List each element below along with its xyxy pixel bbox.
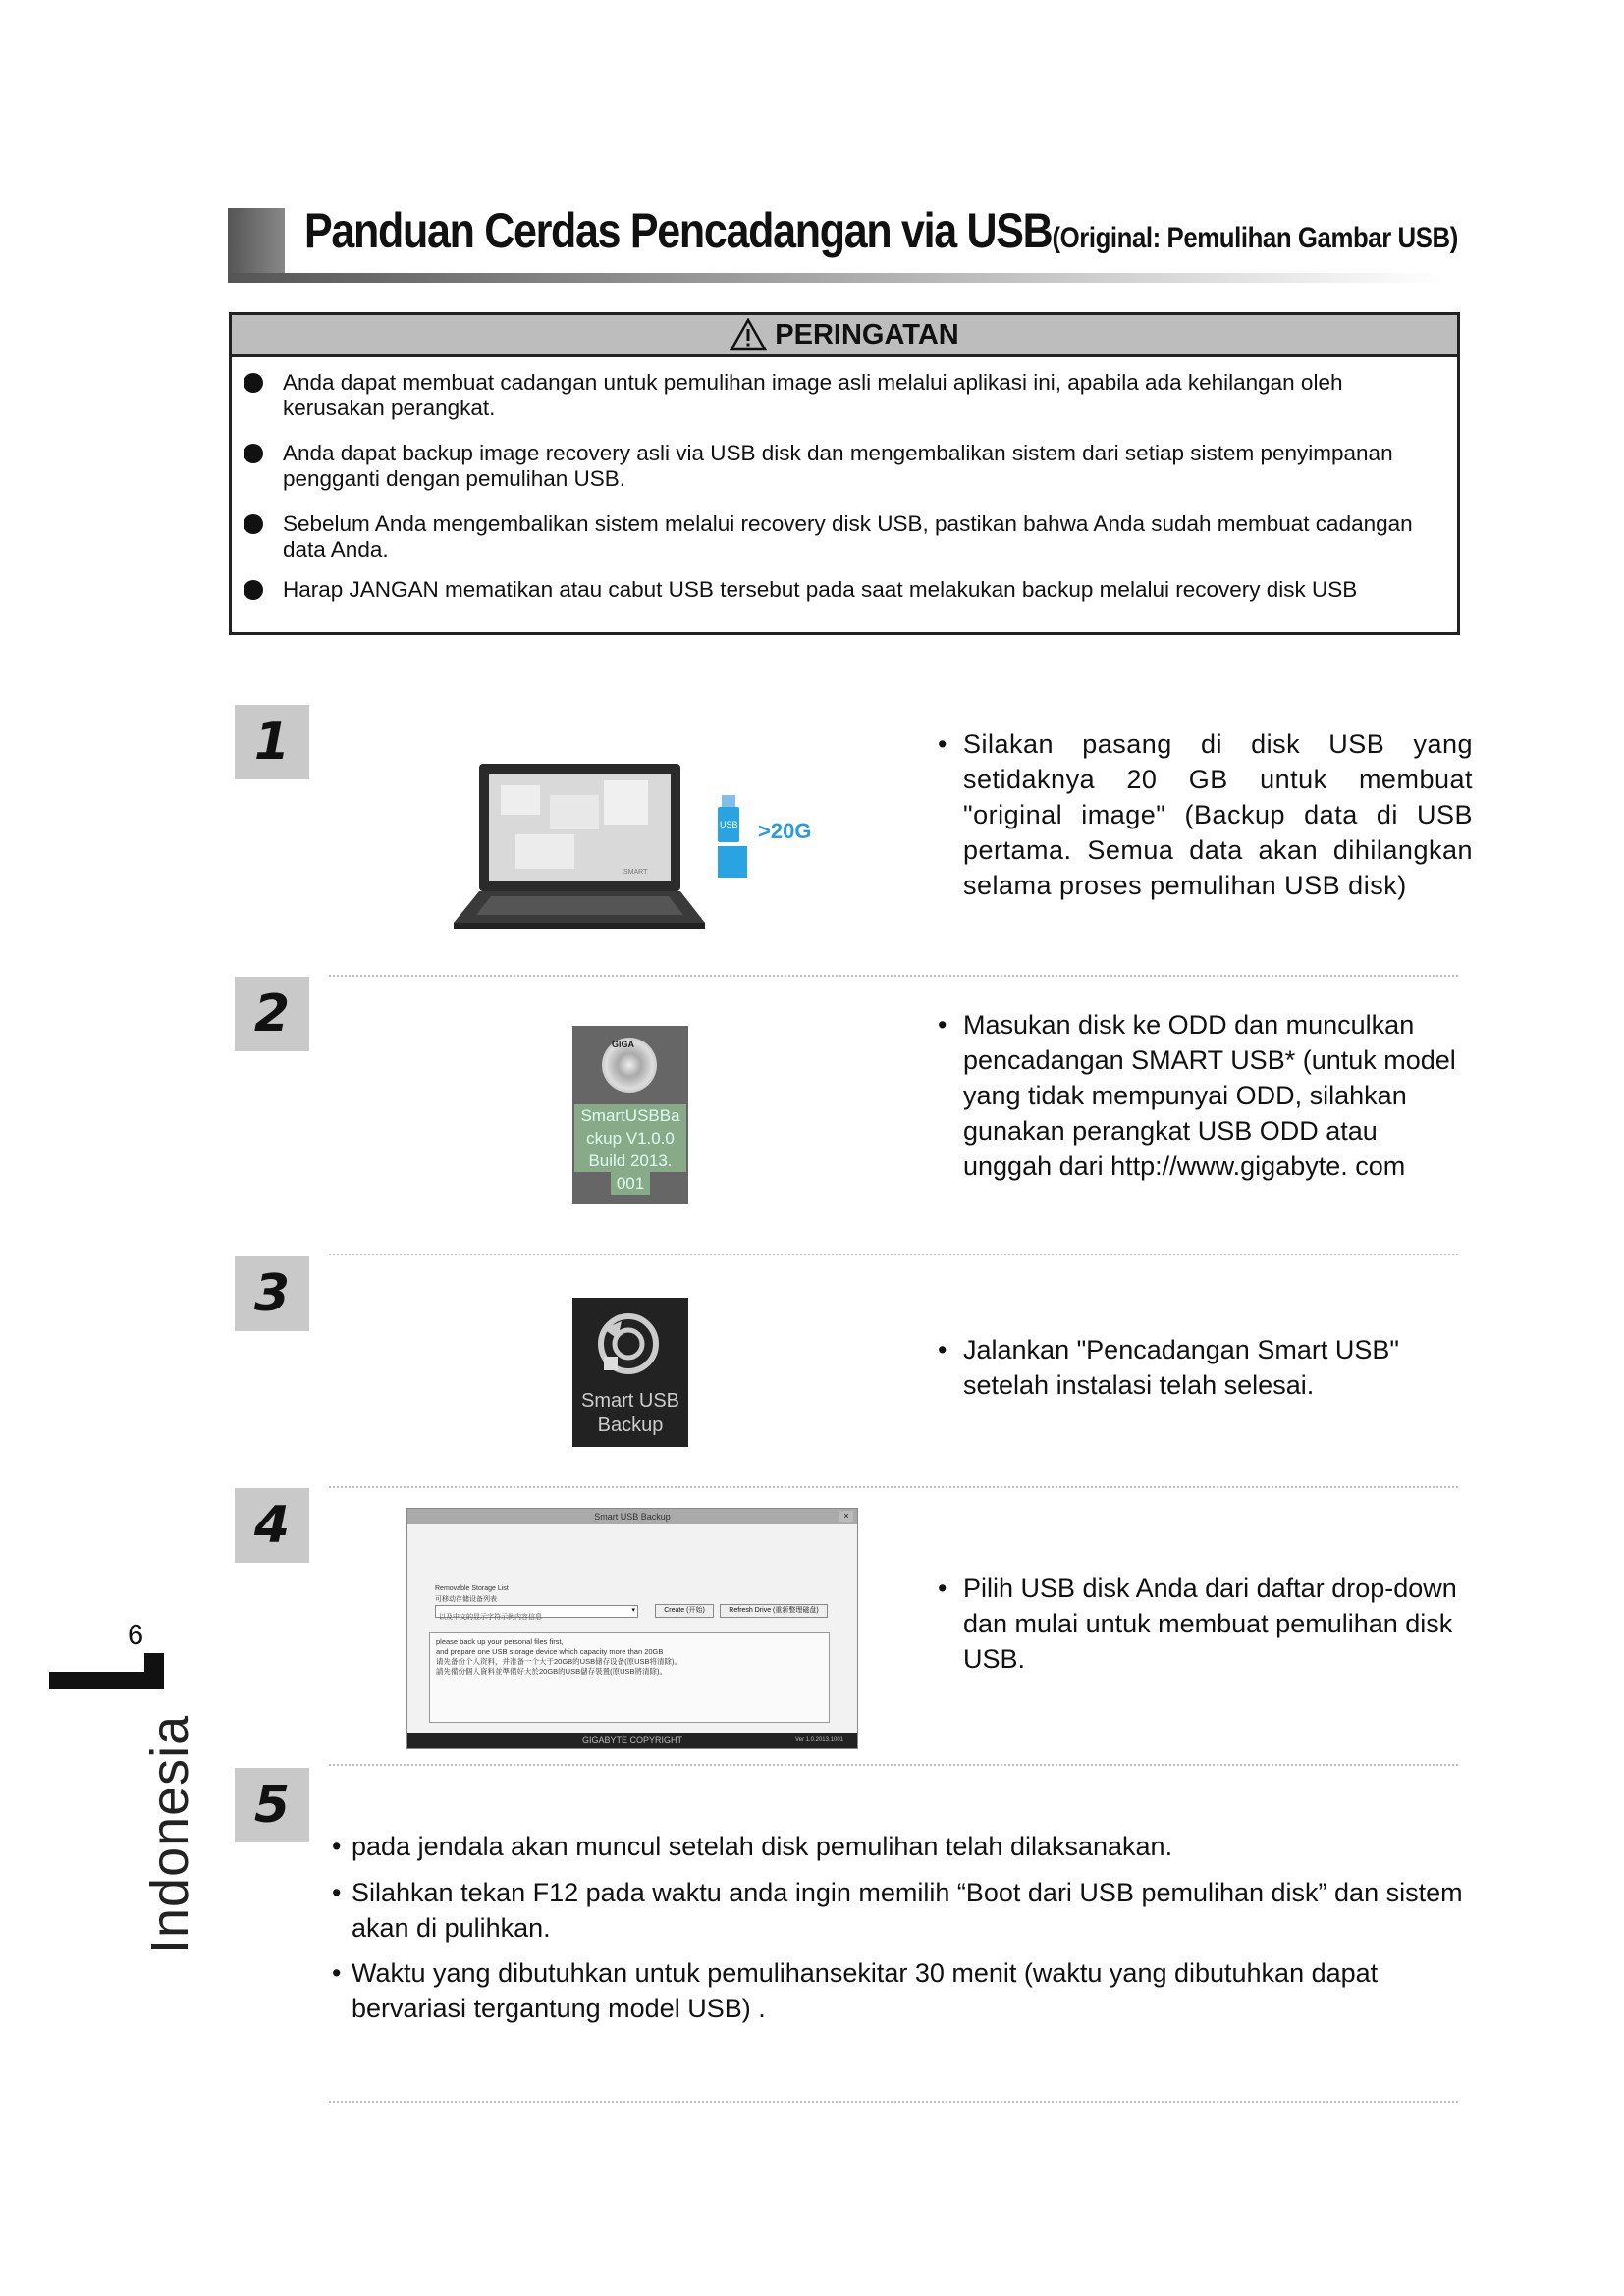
warning-box: PERINGATAN Anda dapat membuat cadangan untuk pemulihan image asli melalui aplikasi ini, apabila ada kehilangan oleh kerusakan perangkat. Anda dapat backup image recovery asli via USB disk dan mengembalikan sistem dari setiap sistem penyimpanan pengganti dengan pemulihan USB. Sebelum Anda mengembalikan sistem melalui recovery disk USB, pastikan bahwa Anda sudah membuat cadangan data Anda. Harap JANGAN mematikan atau cabut USB tersebut pada saat melakukan backup melalui recovery disk USB <box>229 312 1460 635</box>
step1-illustration <box>452 756 825 933</box>
divider <box>329 1764 1458 1766</box>
close-icon: × <box>839 1511 853 1522</box>
window-titlebar <box>407 1509 857 1524</box>
app-label-line1: Smart USB <box>580 1390 680 1412</box>
language-label: Indonesia <box>140 1714 199 1953</box>
step-text: • Silakan pasang di disk USB yang setidaknya 20 GB untuk membuat "original image" (Backup data di USB pertama. Semua data akan dihilangkan selama proses pemulihan USB disk) <box>938 729 1473 900</box>
step-text: • Pilih USB disk Anda dari daftar drop-down dan mulai untuk membuat pemulihan disk USB. <box>938 1574 1457 1674</box>
chevron-down-icon: ▾ <box>631 1607 635 1614</box>
message-box: please back up your personal files first, and prepare one USB storage device which capacity more than 20GB 请先备份个人资料，并准备一个大于20GB的USB储存设备(原USB将清除)。 請先備份個人資料並準備好大於20GB的USB儲存裝置(原USB將清除)。 <box>429 1632 830 1723</box>
installer-label: SmartUSBBa ckup V1.0.0 Build 2013. 001 <box>574 1104 686 1195</box>
title-block <box>228 208 285 281</box>
refresh-button[interactable]: Refresh Drive (重新整理磁盘) <box>720 1604 828 1618</box>
bullet-icon <box>244 580 263 600</box>
step5-item: • Silahkan tekan F12 pada waktu anda ingin memilih “Boot dari USB pemulihan disk” dan sistem akan di pulihkan. <box>332 1878 1463 1943</box>
page-title <box>304 202 1458 259</box>
bullet-icon <box>244 373 263 393</box>
usb-dropdown[interactable]: 以及中文的显示字符示例内容信息 ▾ <box>435 1605 638 1618</box>
step-number: 1 <box>235 705 309 779</box>
step5-item: • pada jendala akan muncul setelah disk pemulihan telah dilaksanakan. <box>332 1832 1173 1861</box>
window-footer: GIGABYTE COPYRIGHT Ver 1.0.2013.1001 <box>407 1733 857 1748</box>
smartusb-window-screenshot <box>406 1508 858 1749</box>
warning-title: PERINGATAN <box>775 318 959 350</box>
warning-icon <box>730 318 767 351</box>
divider <box>329 1254 1458 1255</box>
smartusb-app-icon <box>572 1298 688 1447</box>
step-number: 4 <box>235 1488 309 1563</box>
usb-label: USB <box>720 820 738 829</box>
step5-item: • Waktu yang dibutuhkan untuk pemulihansekitar 30 menit (waktu yang dibutuhkan dapat bervariasi tergantung model USB) . <box>332 1958 1379 2023</box>
divider <box>329 1486 1458 1488</box>
smartusb-installer-icon <box>572 1026 688 1204</box>
window-body: Removable Storage List 可移动存储设备列表 以及中文的显示字符示例内容信息 ▾ Create (开始) Refresh Drive (重新整理磁盘) please back up your personal files first, and prepare one USB storage device which capacity more than 20GB 请先备份个人资料，并准备一个大于20GB的USB储存设备(原USB将清除)。 請先備份個人資料並準備好大於20GB的USB儲存裝置(原USB將清除)。 <box>407 1524 857 1733</box>
step-text: • Jalankan "Pencadangan Smart USB" setelah instalasi telah selesai. <box>938 1335 1399 1400</box>
capacity-label: >20G <box>758 819 812 843</box>
create-button[interactable]: Create (开始) <box>655 1604 714 1618</box>
step-number: 3 <box>235 1256 309 1331</box>
step-text: • Masukan disk ke ODD dan munculkan pencadangan SMART USB* (untuk model yang tidak mempunyai ODD, silahkan gunakan perangkat USB ODD atau unggah dari http://www.gigabyte. com <box>938 1010 1456 1181</box>
window-title: Smart USB Backup <box>594 1512 671 1522</box>
warning-header <box>232 315 1457 357</box>
title-underline <box>228 273 1445 283</box>
installer-badge: GIGA <box>612 1040 635 1049</box>
divider <box>329 975 1458 977</box>
page-title-sub: (Original: Pemulihan Gambar USB) <box>1052 222 1458 254</box>
bullet-icon <box>244 444 263 463</box>
usb-drive-icon <box>712 795 771 893</box>
sidebar-tick <box>144 1653 164 1689</box>
app-label-line2: Backup <box>597 1415 664 1436</box>
divider <box>329 2101 1458 2103</box>
step-number: 2 <box>235 977 309 1051</box>
bullet-icon <box>244 514 263 534</box>
step-number: 5 <box>235 1768 309 1842</box>
laptop-icon <box>452 756 707 933</box>
backup-icon <box>594 1309 663 1378</box>
page-number: 6 <box>128 1620 144 1651</box>
laptop-logo: SMART <box>623 869 648 876</box>
page-title-main: Panduan Cerdas Pencadangan via USB <box>304 203 1053 258</box>
